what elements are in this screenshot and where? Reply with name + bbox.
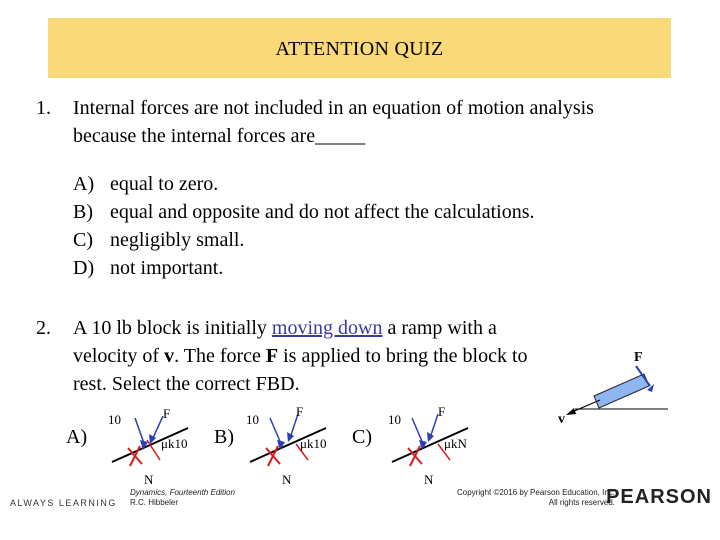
option-text: negligibly small. — [110, 229, 245, 251]
footer-brand-tagline: ALWAYS LEARNING — [10, 498, 117, 508]
quiz-title: ATTENTION QUIZ — [275, 38, 444, 60]
option-text: equal to zero. — [110, 173, 219, 195]
rights-text: All rights reserved. — [548, 498, 615, 507]
choice-c-friction: μkN — [444, 436, 467, 451]
copyright-text: Copyright ©2016 by Pearson Education, Inc. — [457, 488, 615, 497]
option-letter: A) — [73, 173, 95, 195]
book-author: R.C. Hibbeler — [130, 498, 179, 507]
option-letter: D) — [73, 257, 95, 279]
choice-c-force: F — [438, 404, 446, 419]
ramp-figure — [566, 366, 668, 420]
velocity-arrow — [572, 400, 600, 412]
book-info — [130, 488, 235, 508]
option-letter: C) — [73, 229, 93, 251]
book-title: Dynamics, Fourteenth Edition — [130, 488, 235, 497]
question-1-text: Internal forces are not included in an equation of motion analysis because the internal forces are_____ — [73, 97, 594, 147]
velocity-symbol: v — [164, 345, 175, 367]
q2-text-part: is applied to bring the block to rest. Select the correct FBD. — [73, 345, 528, 395]
choice-b-letter[interactable]: B) — [214, 426, 234, 448]
q2-text-part: a ramp with a velocity of — [73, 317, 497, 367]
choice-a-normal: N — [144, 472, 154, 487]
choice-c-letter[interactable]: C) — [352, 426, 372, 448]
question-2-number: 2. — [36, 317, 51, 339]
choice-b-force: F — [296, 404, 304, 419]
block-shape — [594, 374, 649, 408]
choice-c-weight: 10 — [388, 412, 401, 427]
q2-text-part: A 10 lb block is initially — [73, 317, 272, 339]
choice-b-friction: μk10 — [300, 436, 327, 451]
choice-a-force: F — [163, 406, 171, 421]
choice-c-normal: N — [424, 472, 434, 487]
figure-force-label: F — [634, 350, 643, 365]
moving-down-link[interactable]: moving down — [271, 317, 383, 339]
footer-bar — [0, 488, 720, 518]
choice-a-friction: μk10 — [161, 436, 188, 451]
choice-b-normal: N — [282, 472, 292, 487]
figure-velocity-label: v — [558, 412, 565, 427]
choice-b-weight: 10 — [246, 412, 259, 427]
pearson-logo: PEARSON — [606, 486, 712, 508]
choice-a-weight: 10 — [108, 412, 121, 427]
force-symbol: F — [265, 345, 279, 367]
choice-a-letter[interactable]: A) — [66, 426, 88, 448]
footer — [0, 488, 720, 540]
q2-text-part: . The force — [174, 345, 266, 367]
copyright-info — [457, 488, 615, 508]
option-text: not important. — [110, 257, 224, 279]
option-text: equal and opposite and do not affect the calculations. — [110, 201, 535, 223]
question-1-number: 1. — [36, 97, 51, 119]
option-letter: B) — [73, 201, 93, 223]
